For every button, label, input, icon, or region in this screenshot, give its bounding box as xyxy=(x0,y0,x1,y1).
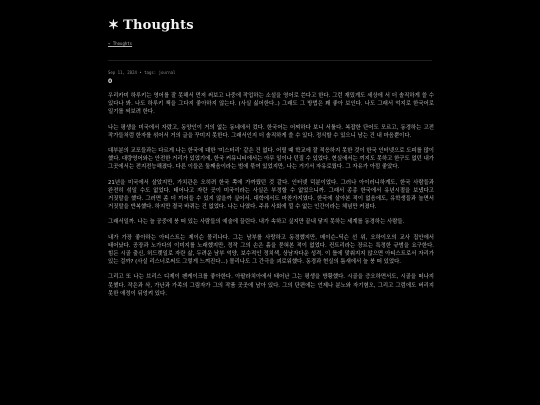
breadcrumb-link[interactable]: → Thoughts xyxy=(108,41,133,46)
header-divider xyxy=(108,60,432,61)
post-paragraph: 내가 가장 좋아하는 아티스트는 제이슨 몰리나다. 그는 남부를 사랑하고 동경했지만, 메이슨–딕슨 선 위, 오하이오의 교사 집안에서 태어났다. 공장과 노가다의 이미지를 노래했지만, 정작 그의 손은 흙을 묻혀본 적이 없었다. 컨트리라는 장르는 특정한 규범을 요구한다. 힘든 시골 출신, 허드렛일로 자란 삶, 두려운 남부 억양, 보수적인 정치색, 상남자다운 성격. 이 틀에 맞춰지지 않으면 아티스트로서 자리가 있는 걸까? (사실 리스너로써도 그렇게 느껴진다...) 몰리나도 그 간극을 괴로워했다. 동경과 현실의 틈새에서 늘 붕 떠 있었다. xyxy=(108,234,434,266)
post-body xyxy=(108,92,434,305)
post-paragraph: 나는 평생을 미국에서 자랐고, 동양인이 거의 없는 동네에서 컸다. 한국어는 어찌하다 보니 서툴다. 복잡한 단어도 모르고, 동경하는 고전 작가들처럼 한자를 섞어서 거의 글을 꾸미지 못한다. 그래서인지 더 솔직하게 쓸 수 있다. 정식할 수 있으니 남는 건 내 마음뿐이다. xyxy=(108,124,434,139)
post-paragraph: 대부분의 교포들과는 다르게 나는 한국에 대한 ‘미스터리’ 같은 건 없다. 어릴 때 학교에 잘 적응하지 못한 것이 한국 인터넷으로 도피를 많이 했다. 대량영어와는 안전한 거리가 있었기에, 한국 커뮤니티에서는 아무 일이나 던질 수 있었다. 현실에서는 끼지도 못하고 한구도 없던 내가 그곳에서는 전지전능해졌다. 다른 이들은 둘째음이라는 범에 묶여 있었지만, 나는 거기서 자유로웠다. 그 자유가 아낌 좋았다. xyxy=(108,148,434,171)
post-meta: Sep 11, 2024 • tags: journal xyxy=(108,70,176,75)
post-paragraph: 21년을 미국에서 살았지만, 가치관은 오히려 한국 쪽에 가까웠던 것 같다. 인터넷 덕분이었다. 그러나 아이러니하게도, 한국 사람들과 완전히 섞일 수도 없었다. 태어나고 자란 곳이 미국이라는 사실은 부정할 수 없었으니까. 그래서 종종 한국에서 유년시절을 보냈다고 거짓말을 했다. 그러면 좀 더 끼어들 수 있지 않을까 싶어서. 대학에서도 마찬가지였다. 한국에 살아본 적이 없음에도, 유학생들과 놀면서 거짓말을 반복했다. 하지만 결국 바뀌는 건 없었다. 나는 나였다. 주류 사회에 낄 수 없는 인간이라는 체념만 커졌다. xyxy=(108,179,434,211)
post-paragraph: 우리카미 하루키는 영어를 잘 못해서 먼저 써보고 나중에 작업하는 소설을 영어로 쓴다고 한다. 그런 재밌게도 세상에 서 더 솔직하게 쓸 수 있다나 봐. 나도 하루키 책을 그다지 좋아하지 않는다. (사실 싫어한다..) 그래도 그 방법은 꽤 좋아 보인다. 나도 그래서 억지로 한국어로 일기를 써보려 한다. xyxy=(108,93,434,116)
star-icon: ✶ xyxy=(108,18,120,33)
post-paragraph: 그리고 또 나는 브리스 디제이 펜케이크를 좋아한다. 아팔라치아에서 태어난 그는 평생을 방황했다. 시골을 증오하면서도, 시골을 떠나지 못했다. 작은과 삭, 가난과 가족의 그림자가 그의 작품 곳곳에 남아 있다. 그의 단편에는 언제나 분노와 자기혐오, 그리고 그럼에도 버리지 못한 애정이 뒤엉켜 있다. xyxy=(108,274,434,297)
blog-title-link[interactable] xyxy=(108,18,540,33)
blog-title: Thoughts xyxy=(123,18,194,33)
post-title: 0 xyxy=(108,78,113,85)
post-paragraph: 그래서일까. 나는 늘 공중에 붕 떠 있는 사람들의 예술에 끌린다. 내가 속하고 싶지만 끝내 닿지 못하는 세계를 동경하는 사람들. xyxy=(108,219,405,226)
blog-header xyxy=(0,0,540,46)
